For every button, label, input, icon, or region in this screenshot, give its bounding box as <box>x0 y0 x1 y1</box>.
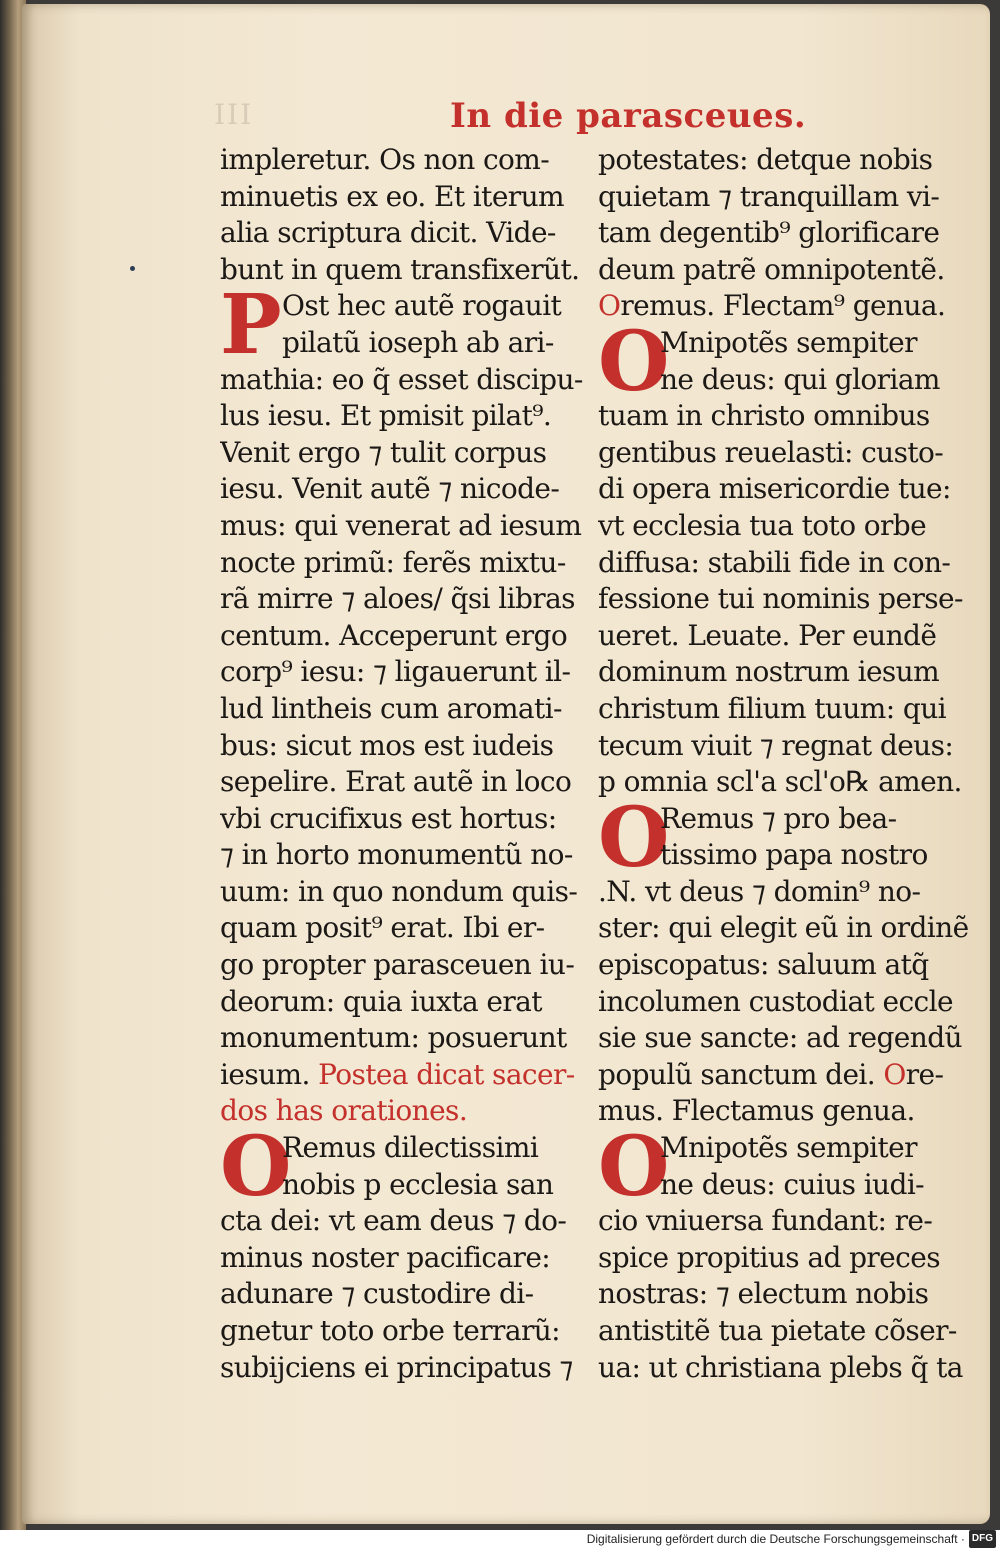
drop-cap: O <box>220 1119 292 1216</box>
text-line: adunare ⁊ custodire di- <box>220 1277 534 1311</box>
text-line: rã mirre ⁊ aloes/ q̃si libras <box>220 582 575 616</box>
text-line: monumentum: posuerunt <box>220 1021 567 1055</box>
text-line: alia scriptura dicit. Vide- <box>220 216 556 250</box>
text-line: mathia: eo q̃ esset discipu- <box>220 362 583 396</box>
text-line: ster: qui elegit eũ in ordinẽ <box>598 911 969 945</box>
text-line: deorum: quia iuxta erat <box>220 984 542 1018</box>
text-line: corp⁹ iesu: ⁊ ligauerunt il- <box>220 655 571 689</box>
text-line: bunt in quem transfixerũt. <box>220 252 580 286</box>
text-line: iesu. Venit autẽ ⁊ nicode- <box>220 472 560 506</box>
text-line: episcopatus: saluum atq̃ <box>598 948 929 982</box>
text-line: Remus dilectissimi <box>282 1131 539 1165</box>
paragraph-post-hec <box>220 277 600 1130</box>
text-line: quietam ⁊ tranquillam vi- <box>598 179 940 213</box>
text-line: diffusa: stabili fide in con- <box>598 545 951 579</box>
rubric-text: Postea dicat sacer- <box>318 1057 575 1091</box>
text-line: vbi crucifixus est hortus: <box>220 801 557 835</box>
text-span: remus. Flectam⁹ genua. <box>620 289 946 323</box>
text-line: vt ecclesia tua toto orbe <box>598 508 927 542</box>
text-line: tissimo papa nostro <box>660 838 928 872</box>
text-line: ⁊ in horto monumentũ no- <box>220 838 573 872</box>
right-top-lines <box>598 142 978 325</box>
text-line: lud lintheis cum aromati- <box>220 691 562 725</box>
text-line: spice propitius ad preces <box>598 1240 940 1274</box>
text-line: nostras: ⁊ electum nobis <box>598 1277 929 1311</box>
text-line: gentibus reuelasti: custo- <box>598 435 944 469</box>
rubric-initial: O <box>883 1057 906 1091</box>
text-line: incolumen custodiat eccle <box>598 984 953 1018</box>
text-line: bus: sicut mos est iudeis <box>220 728 554 762</box>
text-line: Remus ⁊ pro bea- <box>660 801 897 835</box>
paragraph-oremus-dilectissimi <box>220 1119 600 1386</box>
text-line: sepelire. Erat autẽ in loco <box>220 765 572 799</box>
text-line-with-rubric <box>220 1057 600 1094</box>
text-line: .N. vt deus ⁊ domin⁹ no- <box>598 874 921 908</box>
text-line: mus: qui venerat ad iesum <box>220 508 582 542</box>
text-line: christum filium tuum: qui <box>598 691 946 725</box>
text-line: uum: in quo nondum quis- <box>220 874 578 908</box>
right-column <box>598 142 978 1386</box>
text-line: fessione tui nominis perse- <box>598 582 963 616</box>
digitization-footer <box>0 1530 1000 1548</box>
text-line: tuam in christo omnibus <box>598 399 930 433</box>
rubric-text: dos has orationes. <box>220 1094 468 1128</box>
text-line: pilatũ ioseph ab ari- <box>282 325 554 359</box>
folio-number: III <box>214 98 254 131</box>
dfg-logo-icon: DFG <box>969 1530 996 1548</box>
paragraph-oremus-papa <box>598 789 978 1130</box>
rubric-initial: O <box>598 289 621 323</box>
drop-cap: P <box>220 277 282 374</box>
left-column <box>220 142 600 1386</box>
text-line: tecum viuit ⁊ regnat deus: <box>598 728 954 762</box>
text-line: centum. Acceperunt ergo <box>220 618 568 652</box>
left-top-lines <box>220 142 600 288</box>
text-line: antistitẽ tua pietate cõser- <box>598 1314 957 1347</box>
text-line: lus iesu. Et pmisit pilat⁹. <box>220 399 552 433</box>
text-line: ne deus: cuius iudi- <box>660 1167 925 1201</box>
text-line: minuetis ex eo. Et iterum <box>220 179 564 213</box>
oremus-line <box>598 1057 978 1094</box>
text-line: p omnia scl'a scl'o℞ amen. <box>598 765 962 799</box>
text-line: di opera misericordie tue: <box>598 472 951 506</box>
footer-credit: Digitalisierung gefördert durch die Deutsche Forschungsgemeinschaft · <box>586 1532 965 1546</box>
text-line: Ost hec autẽ rogauit <box>282 289 562 323</box>
text-line: cio vniuersa fundant: re- <box>598 1204 933 1238</box>
text-span: iesum. <box>220 1057 310 1091</box>
drop-cap: O <box>598 1119 670 1216</box>
drop-cap: O <box>598 789 670 886</box>
text-line: Mnipotẽs sempiter <box>660 325 917 359</box>
text-line: mus. Flectamus genua. <box>598 1094 915 1128</box>
paragraph-omnipotens-1 <box>598 313 978 801</box>
text-line: nocte primũ: ferẽs mixtu- <box>220 545 566 579</box>
text-line: deum patrẽ omnipotentẽ. <box>598 252 945 286</box>
text-line: minus noster pacificare: <box>220 1240 551 1274</box>
text-line: sie sue sancte: ad regendũ <box>598 1021 962 1055</box>
text-line: go propter parasceuen iu- <box>220 948 575 982</box>
text-line: ne deus: qui gloriam <box>660 362 940 396</box>
paragraph-omnipotens-2 <box>598 1119 978 1386</box>
text-line: subijciens ei principatus ⁊ <box>220 1350 573 1384</box>
text-line: potestates: detque nobis <box>598 143 933 176</box>
text-line: quam posit⁹ erat. Ibi er- <box>220 911 545 945</box>
text-line: Venit ergo ⁊ tulit corpus <box>220 435 547 469</box>
text-line: ua: ut christiana plebs q̃ ta <box>598 1350 963 1384</box>
text-span: populũ sanctum dei. <box>598 1057 876 1091</box>
text-line: impleretur. Os non com- <box>220 143 550 176</box>
text-line: tam degentib⁹ glorificare <box>598 216 940 250</box>
text-line: cta dei: vt eam deus ⁊ do- <box>220 1204 567 1238</box>
text-line: nobis p ecclesia san <box>282 1167 554 1201</box>
ink-speck <box>130 266 135 271</box>
text-line: Mnipotẽs sempiter <box>660 1131 917 1165</box>
text-line: gnetur toto orbe terrarũ: <box>220 1314 560 1347</box>
drop-cap: O <box>598 313 670 410</box>
text-span: re- <box>905 1057 944 1091</box>
text-line: ueret. Leuate. Per eundẽ <box>598 618 937 652</box>
text-line: dominum nostrum iesum <box>598 655 940 689</box>
running-head: In die parasceues. <box>450 96 807 136</box>
